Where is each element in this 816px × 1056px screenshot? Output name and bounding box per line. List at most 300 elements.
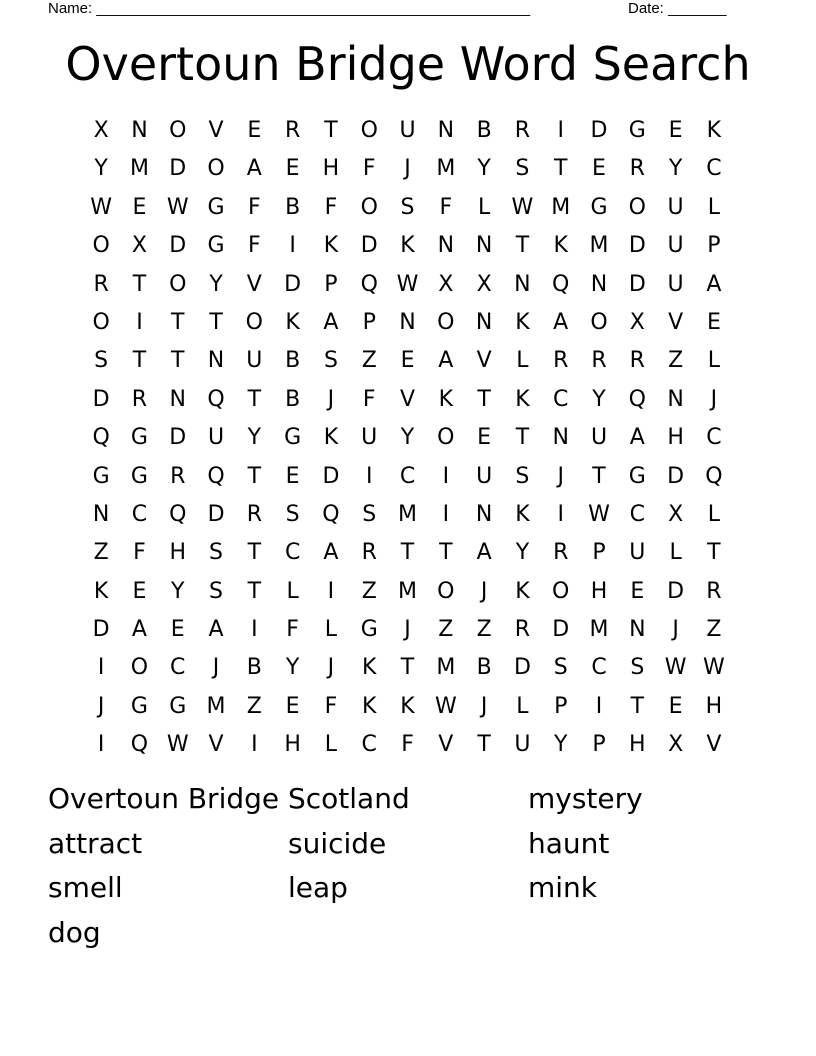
grid-letter: D [667,578,685,604]
grid-letter: F [248,194,261,220]
grid-letter: J [480,693,488,719]
grid-letter: M [129,156,149,182]
grid-letter: W [588,501,610,527]
grid-letter: Q [130,732,149,758]
grid-letter: P [362,309,376,335]
grid-letter: J [404,156,411,182]
grid-letter: I [557,118,564,143]
grid-letter: U [476,463,493,489]
grid-letter: M [436,655,456,681]
grid-letter: D [169,233,187,259]
grid-letter: Z [668,348,684,374]
grid-letter: Y [209,271,223,297]
grid-letter: I [595,693,603,719]
grid-letter: D [628,233,646,259]
grid-letter: W [434,693,457,719]
grid-letter: I [97,655,105,681]
grid-letter: C [170,655,186,681]
grid-letter: D [169,156,187,182]
grid-letter: I [327,578,335,604]
grid-letter: T [553,156,568,182]
grid-letter: Q [705,463,723,489]
grid-letter: H [667,425,684,451]
grid-letter: E [285,693,300,719]
grid-letter: S [515,156,530,182]
grid-letter: M [589,617,609,643]
grid-letter: T [515,233,530,259]
grid-letter: M [551,194,571,220]
grid-letter: X [93,118,109,143]
grid-letter: N [629,617,646,643]
grid-letter: M [398,501,418,527]
grid-letter: T [630,693,645,719]
grid-letter: E [477,425,492,451]
word-list-item: suicide [288,826,387,860]
grid-letter: Y [247,425,262,451]
grid-letter: O [130,655,149,681]
grid-letter: J [710,386,718,412]
grid-letter: K [323,425,339,451]
grid-letter: B [285,348,301,374]
grid-letter: D [92,617,110,643]
grid-letter: C [591,655,607,681]
grid-letter: K [285,309,300,335]
grid-letter: R [93,271,109,297]
grid-letter: G [360,617,378,643]
grid-letter: O [360,194,378,220]
grid-letter: E [132,194,147,220]
grid-letter: L [516,693,529,719]
date-field-line: Date: _______ [628,0,727,17]
grid-letter: P [324,271,338,297]
word-list-item: mink [528,871,598,905]
grid-letter: L [516,348,529,374]
name-field-line: Name: ____________________________________________________ [48,0,531,17]
grid-letter: U [667,194,684,220]
grid-letter: V [438,732,454,758]
grid-letter: R [553,348,569,374]
grid-letter: I [442,501,450,527]
grid-letter: Q [552,271,570,297]
grid-letter: A [323,540,339,566]
grid-letter: J [557,463,564,489]
grid-letter: L [707,348,721,374]
grid-letter: A [553,309,569,335]
grid-letter: G [590,194,608,220]
grid-letter: D [322,463,340,489]
grid-letter: Z [246,693,262,719]
grid-letter: N [131,118,148,143]
grid-letter: I [97,732,105,758]
grid-letter: H [705,693,723,719]
grid-letter: T [477,732,491,758]
grid-letter: I [251,732,258,758]
grid-letter: T [247,578,262,604]
grid-letter: O [207,156,225,182]
grid-letter: M [589,233,609,259]
grid-letter: Q [169,501,187,527]
grid-letter: R [514,118,531,143]
grid-letter: I [289,233,296,259]
grid-letter: T [247,463,262,489]
grid-letter: H [284,732,301,758]
grid-letter: T [247,386,262,412]
grid-letter: N [667,386,684,412]
grid-letter: W [664,655,687,681]
grid-letter: O [437,309,455,335]
grid-letter: K [553,233,568,259]
grid-letter: E [706,309,721,335]
grid-letter: X [476,271,492,297]
grid-letter: T [707,540,721,566]
grid-letter: R [591,348,607,374]
grid-letter: G [207,194,225,220]
grid-letter: E [247,118,262,143]
grid-letter: V [208,118,224,143]
grid-letter: T [477,386,491,412]
grid-letter: W [511,194,534,220]
grid-letter: S [630,655,645,681]
grid-letter: R [553,540,569,566]
grid-letter: D [284,271,302,297]
grid-letter: T [592,463,606,489]
grid-letter: F [401,732,414,758]
grid-letter: O [169,118,187,143]
grid-letter: O [245,309,263,335]
grid-letter: E [285,463,300,489]
grid-letter: U [629,540,646,566]
grid-letter: G [130,693,148,719]
grid-letter: Z [706,617,722,643]
grid-letter: T [209,309,223,335]
grid-letter: C [706,425,722,451]
grid-letter: W [703,655,725,681]
grid-letter: J [404,617,411,643]
grid-letter: Y [400,425,415,451]
grid-letter: G [130,425,148,451]
grid-letter: N [590,271,608,297]
grid-letter: N [514,271,531,297]
grid-letter: G [92,463,110,489]
grid-letter: H [629,732,646,758]
grid-letter: R [514,617,531,643]
grid-letter: E [668,693,683,719]
grid-letter: F [362,386,376,412]
grid-letter: C [553,386,569,412]
grid-letter: Z [361,348,377,374]
grid-letter: D [169,425,187,451]
grid-letter: W [166,194,189,220]
page-title: Overtoun Bridge Word Search [65,37,751,91]
grid-letter: V [246,271,262,297]
grid-letter: Q [207,463,225,489]
grid-letter: J [327,386,335,412]
grid-letter: H [322,156,340,182]
grid-letter: S [94,348,109,374]
grid-letter: F [133,540,146,566]
grid-letter: L [324,732,338,758]
grid-letter: H [590,578,608,604]
word-list-item: smell [48,871,123,905]
grid-letter: B [246,655,262,681]
grid-letter: U [361,425,378,451]
grid-letter: D [628,271,646,297]
grid-letter: Y [477,156,491,182]
grid-letter: C [399,463,416,489]
grid-letter: O [552,578,570,604]
grid-letter: D [667,463,685,489]
word-list-item: attract [48,826,143,860]
grid-letter: E [132,578,147,604]
grid-letter: G [628,118,646,143]
grid-letter: N [437,233,455,259]
grid-letter: I [136,309,143,335]
grid-letter: U [514,732,531,758]
grid-letter: K [515,386,530,412]
grid-letter: L [707,194,721,220]
word-list-item: mystery [528,782,643,815]
grid-letter: Q [92,425,110,451]
grid-letter: T [247,540,262,566]
grid-letter: A [246,156,262,182]
grid-letter: R [131,386,148,412]
grid-letter: N [92,501,110,527]
grid-letter: S [209,578,224,604]
grid-letter: K [323,233,339,259]
grid-letter: K [438,386,454,412]
grid-letter: T [171,348,185,374]
grid-letter: I [251,617,258,643]
grid-letter: O [92,309,110,335]
grid-letter: T [132,348,147,374]
grid-letter: T [171,309,185,335]
grid-letter: K [706,118,722,143]
grid-letter: N [437,118,455,143]
grid-letter: M [206,693,226,719]
grid-letter: Q [207,386,225,412]
grid-letter: V [476,348,492,374]
grid-letter: S [285,501,300,527]
grid-letter: A [476,540,492,566]
grid-letter: G [169,693,187,719]
grid-letter: A [438,348,454,374]
grid-letter: T [132,271,147,297]
grid-letter: E [630,578,645,604]
grid-letter: N [475,309,493,335]
grid-letter: R [706,578,722,604]
grid-letter: A [208,617,224,643]
grid-letter: G [284,425,302,451]
grid-letter: Z [361,578,377,604]
grid-letter: T [439,540,453,566]
grid-letter: C [706,156,722,182]
grid-letter: L [707,501,721,527]
grid-letter: O [92,233,110,259]
grid-letter: X [131,233,147,259]
grid-letter: F [324,693,338,719]
grid-letter: R [629,156,645,182]
grid-letter: I [365,463,373,489]
grid-letter: C [629,501,645,527]
grid-letter: Q [628,386,646,412]
grid-letter: U [667,271,684,297]
grid-letter: N [169,386,186,412]
grid-letter: C [361,732,377,758]
grid-letter: N [399,309,416,335]
grid-letter: O [360,118,378,143]
grid-letter: V [668,309,684,335]
grid-letter: K [362,693,377,719]
grid-letter: N [207,348,225,374]
grid-letter: K [515,578,530,604]
grid-letter: T [400,540,415,566]
grid-letter: S [209,540,224,566]
grid-letter: G [628,463,646,489]
grid-letter: E [668,118,683,143]
grid-letter: S [553,655,568,681]
grid-letter: Y [94,156,108,182]
grid-letter: Z [438,617,454,643]
grid-letter: B [476,118,492,143]
grid-letter: T [400,655,415,681]
grid-letter: N [475,233,493,259]
grid-letter: D [552,617,570,643]
grid-letter: T [324,118,338,143]
grid-letter: K [362,655,377,681]
grid-letter: F [439,194,453,220]
grid-letter: J [480,578,488,604]
grid-letter: H [169,540,187,566]
grid-letter: Y [553,732,568,758]
grid-letter: G [207,233,225,259]
word-list-item: leap [288,871,348,905]
grid-letter: K [400,693,415,719]
grid-letter: P [554,693,568,719]
grid-letter: P [592,732,606,758]
grid-letter: P [592,540,606,566]
grid-letter: A [323,309,339,335]
grid-letter: F [286,617,299,643]
grid-letter: V [706,732,722,758]
word-list-item: Overtoun Bridge [48,782,280,815]
grid-letter: I [557,501,564,527]
grid-letter: B [285,194,301,220]
grid-letter: L [286,578,299,604]
grid-letter: G [130,463,148,489]
grid-letter: L [324,617,338,643]
grid-letter: Y [285,655,300,681]
grid-letter: R [629,348,645,374]
grid-letter: L [477,194,491,220]
grid-letter: J [327,655,335,681]
grid-letter: F [324,194,338,220]
grid-letter: J [672,617,679,643]
grid-letter: N [475,501,493,527]
grid-letter: P [707,233,721,259]
grid-letter: K [93,578,109,604]
grid-letter: R [170,463,186,489]
grid-letter: B [285,386,301,412]
grid-letter: X [668,501,684,527]
grid-letter: D [513,655,531,681]
grid-letter: E [170,617,185,643]
grid-letter: F [248,233,261,259]
grid-letter: E [400,348,415,374]
grid-letter: D [590,118,608,143]
grid-letter: R [361,540,377,566]
grid-letter: U [246,348,263,374]
grid-letter: X [668,732,684,758]
grid-letter: E [592,156,606,182]
grid-letter: Y [171,578,185,604]
word-list-item: Scotland [288,782,410,815]
grid-letter: R [246,501,262,527]
grid-letter: Y [592,386,606,412]
grid-letter: I [442,463,450,489]
grid-letter: O [437,578,455,604]
grid-letter: V [399,386,416,412]
grid-letter: A [706,271,722,297]
grid-letter: O [437,425,455,451]
grid-letter: O [628,194,646,220]
grid-letter: A [629,425,645,451]
grid-letter: S [400,194,415,220]
grid-letter: W [90,194,113,220]
grid-letter: D [207,501,225,527]
grid-letter: Z [93,540,109,566]
grid-letter: W [166,732,189,758]
grid-letter: Y [668,156,683,182]
grid-letter: O [169,271,187,297]
grid-letter: J [97,693,105,719]
grid-letter: T [515,425,530,451]
grid-letter: L [669,540,682,566]
word-list [48,779,768,958]
grid-letter: S [515,463,530,489]
grid-letter: D [92,386,110,412]
grid-letter: S [362,501,377,527]
grid-letter: U [207,425,225,451]
grid-letter: X [629,309,645,335]
letter-grid [82,112,733,765]
grid-letter: O [590,309,608,335]
grid-letter: B [476,655,492,681]
grid-letter: Y [515,540,530,566]
grid-letter: K [400,233,415,259]
word-list-item: haunt [528,826,610,860]
grid-letter: E [285,156,300,182]
grid-letter: S [323,348,338,374]
grid-letter: C [131,501,148,527]
grid-letter: U [667,233,684,259]
grid-letter: X [438,271,454,297]
grid-letter: V [208,732,224,758]
grid-letter: Q [322,501,340,527]
grid-letter: N [552,425,569,451]
grid-letter: D [360,233,378,259]
grid-letter: J [212,655,220,681]
grid-letter: M [436,156,456,182]
word-list-item: dog [48,916,101,950]
grid-letter: K [515,501,530,527]
grid-letter: C [284,540,301,566]
grid-letter: U [590,425,608,451]
grid-letter: K [515,309,530,335]
grid-letter: F [362,156,376,182]
grid-letter: Z [476,617,492,643]
grid-letter: R [284,118,301,143]
grid-letter: U [399,118,416,143]
